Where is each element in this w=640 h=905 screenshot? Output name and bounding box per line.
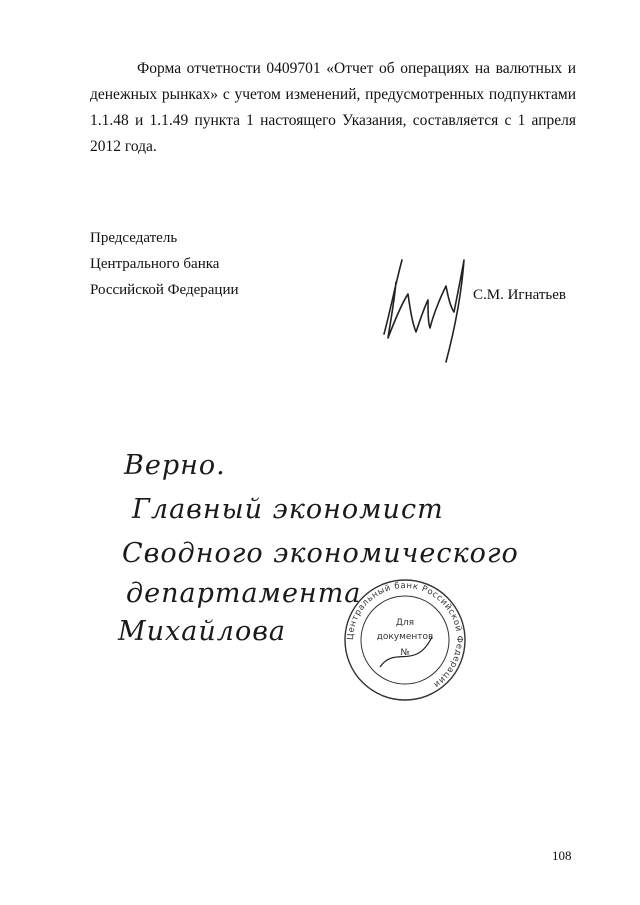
signatory-title xyxy=(90,225,239,303)
signatory-title-line-3: Российской Федерации xyxy=(90,282,239,298)
handwritten-line-4: департамента xyxy=(126,578,362,609)
body-paragraph: Форма отчетности 0409701 «Отчет об операциях на валютных и денежных рынках» с учетом изменений, предусмотренных подпунктами 1.1.48 и 1.1.49 пункта 1 настоящего Указания, составляется с 1 апреля 2012 года. xyxy=(90,60,576,155)
stamp-ring-text: Центральный банк Российской Федерации xyxy=(345,580,465,690)
signatory-name: С.М. Игнатьев xyxy=(473,287,567,303)
handwritten-line-1: Верно. xyxy=(124,450,226,481)
handwritten-line-5: Михайлова xyxy=(118,616,287,647)
stamp-center-line-1: Для xyxy=(395,618,415,628)
signatory-title-line-2: Центрального банка xyxy=(90,256,220,272)
handwritten-signature xyxy=(372,242,472,372)
handwritten-line-2: Главный экономист xyxy=(132,494,444,525)
stamp-center-line-3: № xyxy=(400,648,410,658)
handwritten-line-3: Сводного экономического xyxy=(122,538,519,569)
round-seal-stamp xyxy=(340,575,470,705)
stamp-center-line-2: документов xyxy=(376,632,434,642)
page-number: 108 xyxy=(552,848,572,863)
signatory-title-line-1: Председатель xyxy=(90,230,178,246)
